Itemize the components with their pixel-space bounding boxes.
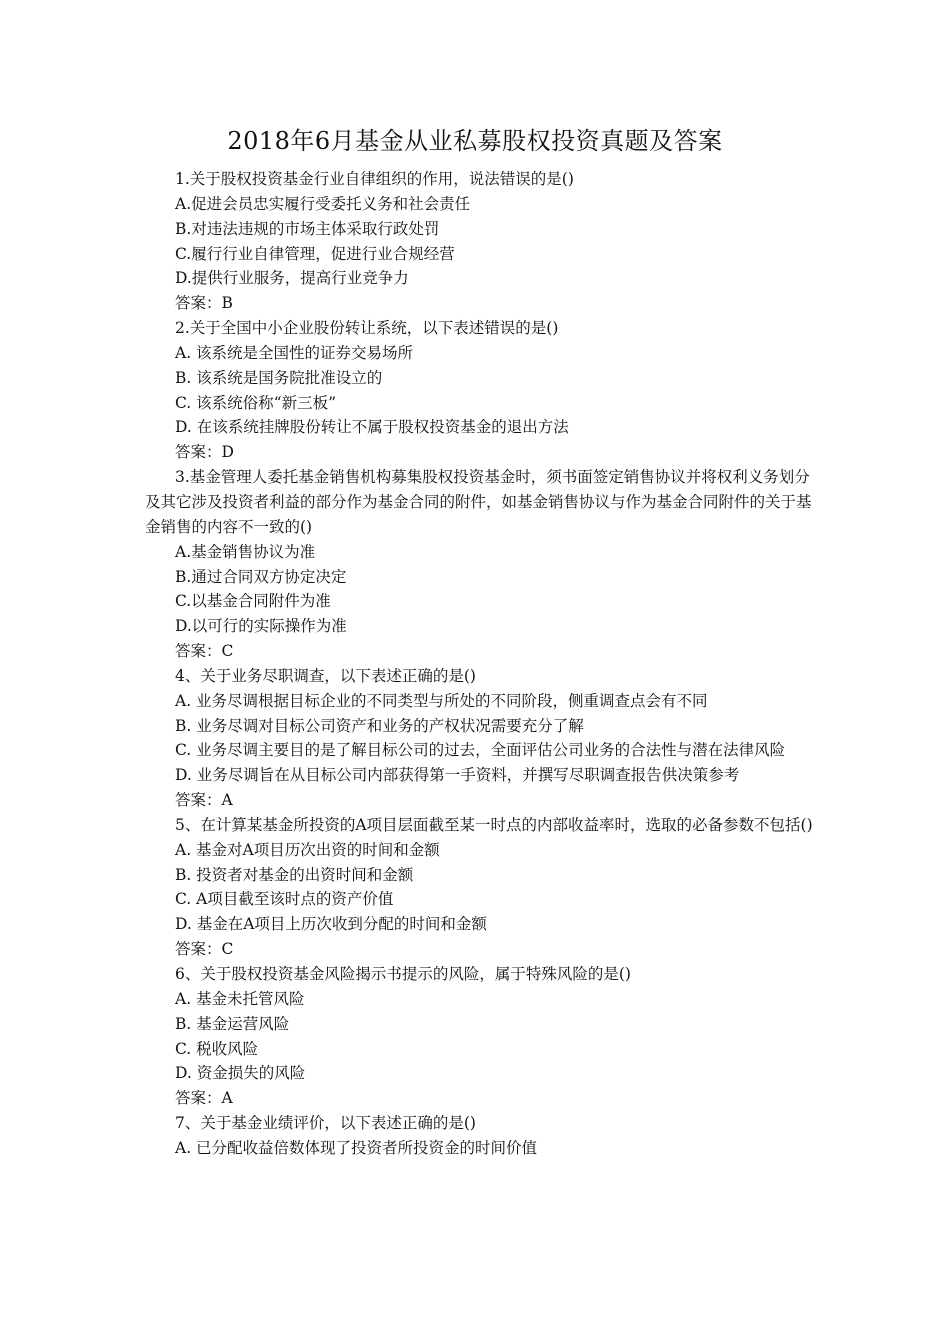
question-2-option-c: C. 该系统俗称“新三板” <box>175 393 337 412</box>
question-7-option-a: A. 已分配收益倍数体现了投资者所投资金的时间价值 <box>175 1138 538 1157</box>
question-5-option-b: B. 投资者对基金的出资时间和金额 <box>175 865 414 884</box>
document-title: 2018年6月基金从业私募股权投资真题及答案 <box>227 127 723 155</box>
question-4-answer: 答案：A <box>175 791 233 810</box>
question-1-option-a: A.促进会员忠实履行受委托义务和社会责任 <box>175 194 471 213</box>
question-1-option-d: D.提供行业服务，提高行业竞争力 <box>175 269 409 288</box>
question-3-option-a: A.基金销售协议为准 <box>175 542 316 561</box>
question-2-answer: 答案：D <box>175 443 234 462</box>
question-2-option-b: B. 该系统是国务院批准设立的 <box>175 368 383 387</box>
question-1-option-b: B.对违法违规的市场主体采取行政处罚 <box>175 219 440 238</box>
question-4-option-d: D. 业务尽调旨在从目标公司内部获得第一手资料，并撰写尽职调查报告供决策参考 <box>175 766 740 785</box>
question-6-option-a: A. 基金未托管风险 <box>175 989 305 1008</box>
question-7-stem: 7、关于基金业绩评价，以下表述正确的是() <box>175 1114 476 1133</box>
question-4-option-a: A. 业务尽调根据目标企业的不同类型与所处的不同阶段，侧重调查点会有不同 <box>175 691 708 710</box>
question-6-option-d: D. 资金损失的风险 <box>175 1064 306 1083</box>
question-2-option-a: A. 该系统是全国性的证券交易场所 <box>175 343 414 362</box>
question-6-option-c: C. 税收风险 <box>175 1039 259 1058</box>
question-1-answer: 答案：B <box>175 294 233 313</box>
question-6-option-b: B. 基金运营风险 <box>175 1014 290 1033</box>
question-5-stem: 5、在计算某基金所投资的A项目层面截至某一时点的内部收益率时，选取的必备参数不包括() <box>175 815 813 834</box>
question-1-stem: 1.关于股权投资基金行业自律组织的作用，说法错误的是() <box>175 170 574 188</box>
question-5-option-a: A. 基金对A项目历次出资的时间和金额 <box>175 840 440 859</box>
question-4-stem: 4、关于业务尽职调查，以下表述正确的是() <box>175 666 476 685</box>
question-5-answer: 答案：C <box>175 940 234 959</box>
question-3-stem: 3.基金管理人委托基金销售机构募集股权投资基金时，须书面签定销售协议并将权利义务划分及其它涉及投资者利益的部分作为基金合同的附件，如基金销售协议与作为基金合同附件的关于基金销售的内容不一致的() <box>145 468 812 536</box>
question-3-option-b: B.通过合同双方协定决定 <box>175 567 347 586</box>
question-4-option-b: B. 业务尽调对目标公司资产和业务的产权状况需要充分了解 <box>175 716 584 735</box>
question-3-option-c: C.以基金合同附件为准 <box>175 592 331 611</box>
question-5-option-c: C. A项目截至该时点的资产价值 <box>175 890 394 909</box>
question-2-option-d: D. 在该系统挂牌股份转让不属于股权投资基金的退出方法 <box>175 418 569 437</box>
document-body <box>145 167 813 1161</box>
question-6-stem: 6、关于股权投资基金风险揭示书提示的风险，属于特殊风险的是() <box>175 965 631 983</box>
question-6-answer: 答案：A <box>175 1089 233 1108</box>
question-5-option-d: D. 基金在A项目上历次收到分配的时间和金额 <box>175 915 487 934</box>
question-1-option-c: C.履行行业自律管理，促进行业合规经营 <box>175 244 455 263</box>
question-4-option-c: C. 业务尽调主要目的是了解目标公司的过去，全面评估公司业务的合法性与潜在法律风险 <box>175 741 786 760</box>
question-2-stem: 2.关于全国中小企业股份转让系统，以下表述错误的是() <box>175 319 559 338</box>
question-3-option-d: D.以可行的实际操作为准 <box>175 617 347 636</box>
question-3-answer: 答案：C <box>175 642 234 661</box>
